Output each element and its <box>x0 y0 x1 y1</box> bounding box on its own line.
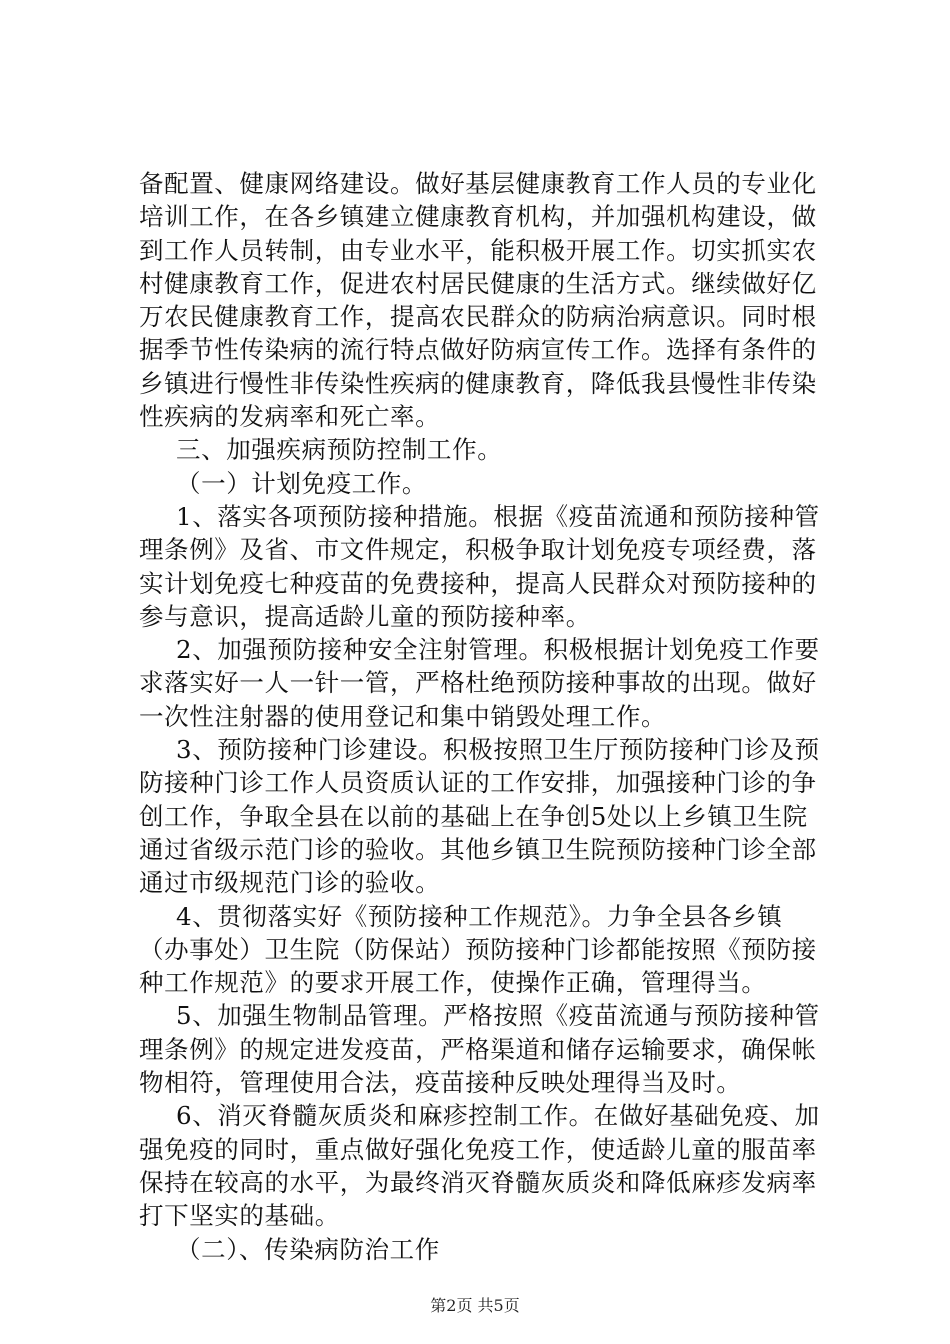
text-line: 保持在较高的水平，为最终消灭脊髓灰质炎和降低麻疹发病率 <box>139 1167 817 1197</box>
text-line: （办事处）卫生院（防保站）预防接种门诊都能按照《预防接 <box>139 934 817 964</box>
text-line: 物相符，管理使用合法，疫苗接种反映处理得当及时。 <box>139 1068 742 1098</box>
text-line: 种工作规范》的要求开展工作，使操作正确，管理得当。 <box>139 968 767 998</box>
text-line: 村健康教育工作，促进农村居民健康的生活方式。继续做好亿 <box>139 268 817 298</box>
text-line: 万农民健康教育工作，提高农民群众的防病治病意识。同时根 <box>139 302 817 332</box>
text-line: 3、预防接种门诊建设。积极按照卫生厅预防接种门诊及预 <box>176 735 820 765</box>
text-line: 通过市级规范门诊的验收。 <box>139 868 441 898</box>
text-line: 据季节性传染病的流行特点做好防病宣传工作。选择有条件的 <box>139 335 817 365</box>
text-line: 求落实好一人一针一管，严格杜绝预防接种事故的出现。做好 <box>139 668 817 698</box>
text-line: 理条例》及省、市文件规定，积极争取计划免疫专项经费，落 <box>139 535 817 565</box>
text-line: 4、贯彻落实好《预防接种工作规范》。力争全县各乡镇 <box>176 901 783 931</box>
text-line: 防接种门诊工作人员资质认证的工作安排，加强接种门诊的争 <box>139 768 817 798</box>
text-line: 性疾病的发病率和死亡率。 <box>139 402 441 432</box>
text-line: 参与意识，提高适龄儿童的预防接种率。 <box>139 601 591 631</box>
text-line: 一次性注射器的使用登记和集中销毁处理工作。 <box>139 701 667 731</box>
text-line: 理条例》的规定进发疫苗，严格渠道和储存运输要求，确保帐 <box>139 1034 817 1064</box>
text-line: （二）、传染病防治工作 <box>176 1234 440 1264</box>
text-line: 强免疫的同时，重点做好强化免疫工作，使适龄儿童的服苗率 <box>139 1134 817 1164</box>
text-line: 备配置、健康网络建设。做好基层健康教育工作人员的专业化 <box>139 169 817 198</box>
text-line: 到工作人员转制，由专业水平，能积极开展工作。切实抓实农 <box>139 235 817 265</box>
text-line: （一）计划免疫工作。 <box>176 468 427 498</box>
text-line: 三、加强疾病预防控制工作。 <box>176 435 503 465</box>
text-line: 打下坚实的基础。 <box>139 1201 340 1231</box>
text-line: 通过省级示范门诊的验收。其他乡镇卫生院预防接种门诊全部 <box>139 834 817 864</box>
text-line: 2、加强预防接种安全注射管理。积极根据计划免疫工作要 <box>176 635 820 665</box>
page-footer: 第2页 共5页 <box>430 1296 520 1315</box>
text-line: 实计划免疫七种疫苗的免费接种，提高人民群众对预防接种的 <box>139 568 817 598</box>
text-line: 5、加强生物制品管理。严格按照《疫苗流通与预防接种管 <box>176 1001 820 1031</box>
text-line: 1、落实各项预防接种措施。根据《疫苗流通和预防接种管 <box>176 501 820 531</box>
document-body <box>139 167 819 1266</box>
text-line: 6、消灭脊髓灰质炎和麻疹控制工作。在做好基础免疫、加 <box>176 1101 820 1131</box>
text-line: 创工作，争取全县在以前的基础上在争创5处以上乡镇卫生院 <box>139 801 808 831</box>
text-line: 乡镇进行慢性非传染性疾病的健康教育，降低我县慢性非传染 <box>139 368 817 398</box>
text-line: 培训工作，在各乡镇建立健康教育机构，并加强机构建设，做 <box>139 202 817 232</box>
